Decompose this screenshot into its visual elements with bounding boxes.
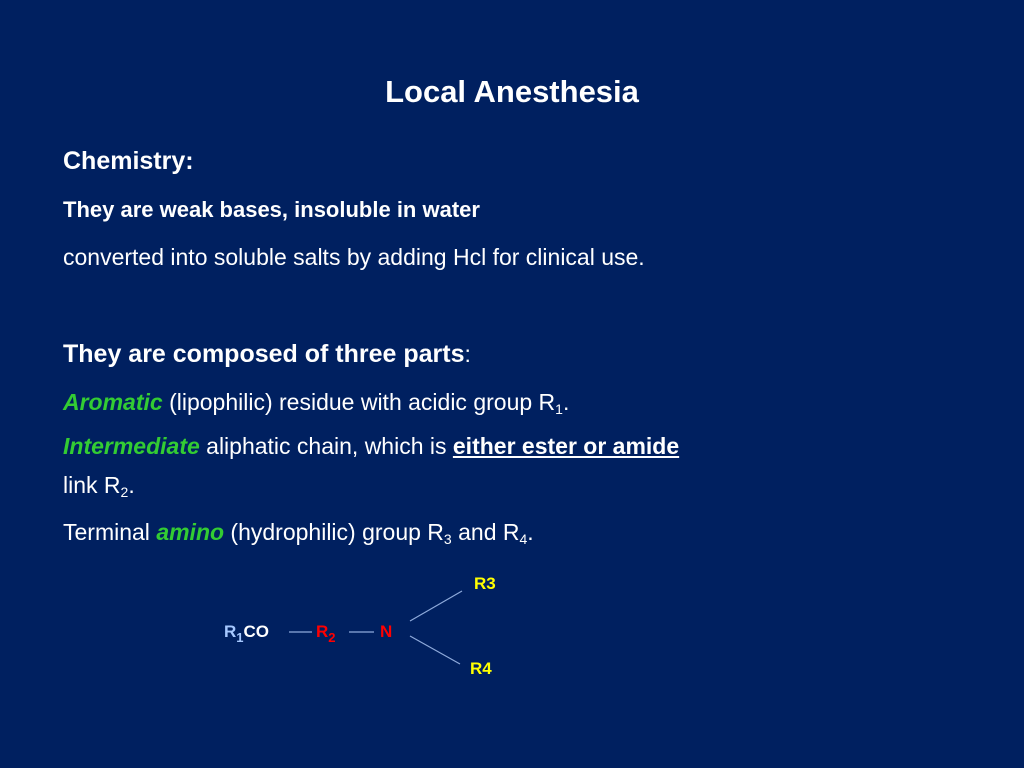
terminal-end: . (527, 519, 534, 545)
aromatic-term: Aromatic (63, 389, 163, 415)
terminal-mid: and R (451, 519, 520, 545)
terminal-subscript-4: 4 (519, 531, 528, 547)
terminal-subscript-3: 3 (443, 531, 452, 547)
slide-title: Local Anesthesia (385, 74, 639, 109)
amino-term: amino (156, 519, 225, 545)
aromatic-end: . (562, 389, 570, 415)
r2-label (316, 622, 336, 645)
bond-n-r3 (410, 591, 462, 621)
bond-n-r4 (410, 636, 460, 664)
r2-subscript: 2 (328, 630, 336, 645)
chemistry-heading: Chemistry: (63, 147, 194, 175)
intermediate-line-2 (63, 472, 135, 499)
r2-r: R (316, 622, 329, 641)
composed-heading-colon: : (464, 341, 471, 367)
intermediate-term: Intermediate (63, 433, 200, 459)
r1co-label (224, 622, 270, 645)
intermediate-line (63, 433, 679, 460)
n-label: N (380, 622, 393, 641)
aromatic-line (63, 389, 569, 416)
aromatic-text: (lipophilic) residue with acidic group R (162, 389, 556, 415)
terminal-text: (hydrophilic) group R (224, 519, 444, 545)
weak-bases-line: They are weak bases, insoluble in water (63, 197, 480, 222)
terminal-prefix: Terminal (63, 519, 157, 545)
ester-amide-emphasis: either ester or amide (452, 433, 680, 459)
r1co-subscript: 1 (236, 630, 244, 645)
r4-label: R4 (470, 659, 492, 678)
intermediate-subscript: 2 (120, 484, 129, 500)
r3-label: R3 (474, 574, 496, 593)
intermediate-text: aliphatic chain, which is (199, 433, 453, 459)
composed-heading-text: They are composed of three parts (63, 340, 465, 368)
composed-heading (63, 340, 471, 369)
intermediate-link-text: link R (63, 472, 121, 498)
r1co-r: R (224, 622, 237, 641)
intermediate-end: . (128, 472, 135, 498)
r1co-co: CO (243, 622, 270, 641)
terminal-line (63, 519, 534, 546)
converted-line: converted into soluble salts by adding Hcl for clinical use. (63, 244, 645, 270)
aromatic-subscript: 1 (555, 401, 563, 417)
